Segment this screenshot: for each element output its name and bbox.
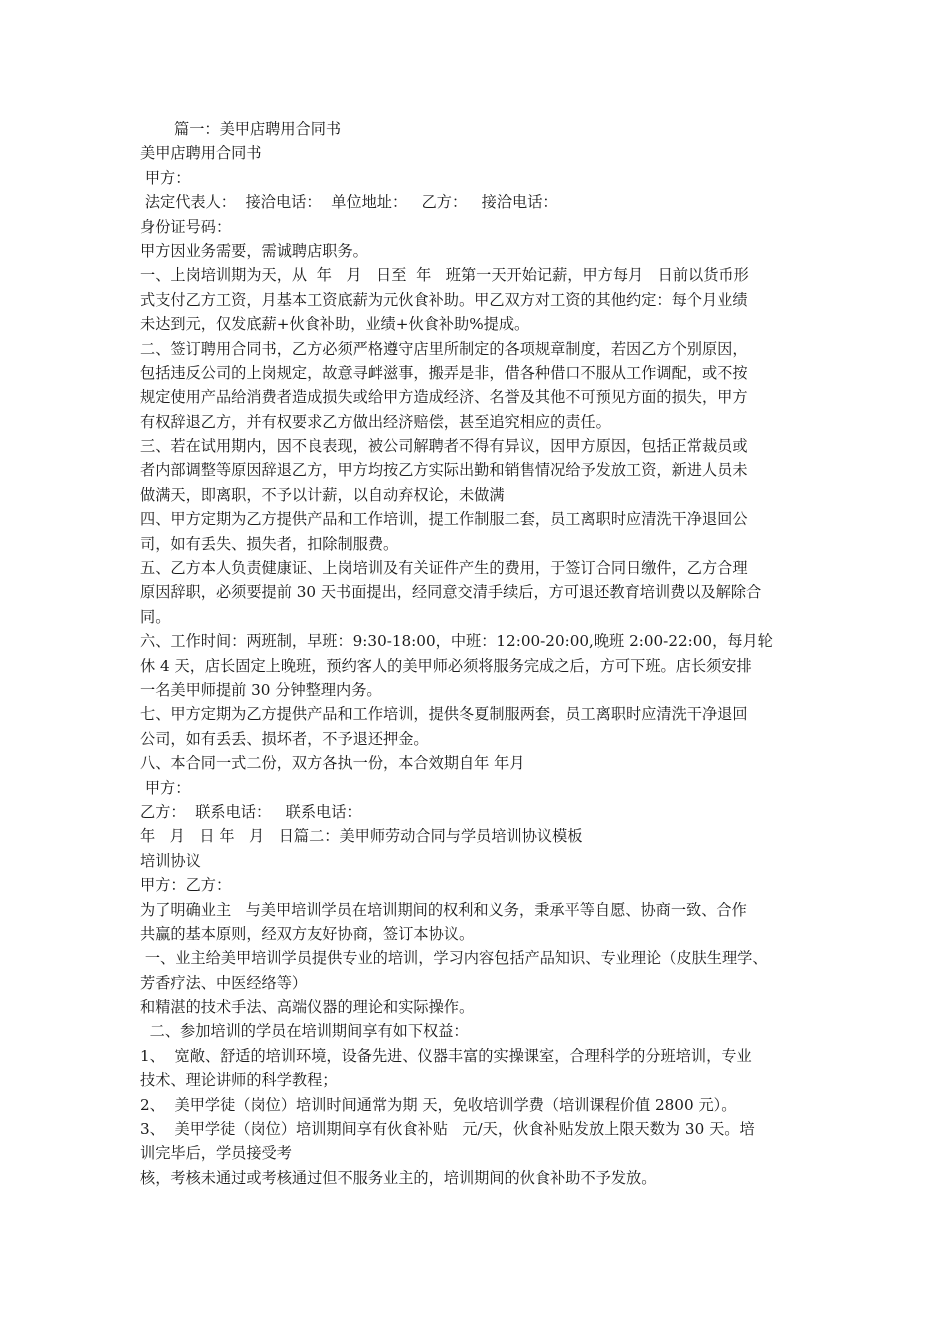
text-line: 有权辞退乙方，并有权要求乙方做出经济赔偿，甚至追究相应的责任。 [140, 412, 611, 431]
text-line: 四、甲方定期为乙方提供产品和工作培训，提工作制服二套，员工离职时应清洗干净退回公 [140, 510, 748, 529]
text-line: 二、参加培训的学员在培训期间享有如下权益： [140, 1022, 469, 1041]
text-line: 3、 美甲学徒（岗位）培训期间享有伙食补贴 元/天，伙食补贴发放上限天数为 30 天。培 [140, 1120, 755, 1139]
document-body [140, 117, 812, 1190]
text-line: 包括违反公司的上岗规定，故意寻衅滋事，搬弄是非，借各种借口不服从工作调配，或不按 [140, 363, 748, 382]
text-line: 原因辞职，必须要提前 30 天书面提出，经同意交清手续后，方可退还教育培训费以及解除合 [140, 583, 762, 602]
text-line: 一、上岗培训期为天，从 年 月 日至 年 班第一天开始记薪，甲方每月 日前以货币形 [140, 266, 749, 285]
text-line: 共赢的基本原则，经双方友好协商，签订本协议。 [140, 924, 475, 943]
text-line: 式支付乙方工资，月基本工资底薪为元伙食补助。甲乙双方对工资的其他约定：每个月业绩 [140, 290, 748, 309]
text-line: 一、业主给美甲培训学员提供专业的培训，学习内容包括产品知识、专业理论（皮肤生理学、 [140, 949, 768, 968]
text-line: 休 4 天，店长固定上晚班，预约客人的美甲师必须将服务完成之后，方可下班。店长须安排 [140, 656, 752, 675]
text-line: 七、甲方定期为乙方提供产品和工作培训，提供冬夏制服两套，员工离职时应清洗干净退回 [140, 705, 748, 724]
text-line: 训完毕后，学员接受考 [140, 1144, 292, 1163]
text-line: 一名美甲师提前 30 分钟整理内务。 [140, 680, 382, 699]
text-line: 身份证号码： [140, 217, 232, 236]
agreement-title: 培训协议 [140, 851, 201, 870]
text-line: 芳香疗法、中医经络等） [140, 973, 308, 992]
text-line: 同。 [140, 607, 171, 626]
text-line: 甲方： [140, 168, 191, 187]
text-line: 八、本合同一式二份，双方各执一份，本合效期自年 年月 [140, 754, 525, 773]
text-line: 1、 宽敞、舒适的培训环境，设备先进、仪器丰富的实操课室，合理科学的分班培训，专业 [140, 1046, 752, 1065]
text-line: 2、 美甲学徒（岗位）培训时间通常为期 天，免收培训学费（培训课程价值 2800 元）。 [140, 1095, 737, 1114]
text-line: 未达到元，仅发底薪+伙食补助，业绩+伙食补助%提成。 [140, 315, 530, 334]
text-line: 核，考核未通过或考核通过但不服务业主的，培训期间的伙食补助不予发放。 [140, 1168, 657, 1187]
text-line: 五、乙方本人负责健康证、上岗培训及有关证件产生的费用，于签订合同日缴件，乙方合理 [140, 559, 748, 578]
text-line: 法定代表人： 接洽电话： 单位地址： 乙方： 接洽电话： [140, 193, 558, 212]
text-line: 三、若在试用期内，因不良表现，被公司解聘者不得有异议，因甲方原因，包括正常裁员或 [140, 437, 748, 456]
text-line: 司，如有丢失、损失者，扣除制服费。 [140, 534, 399, 553]
text-line: 技术、理论讲师的科学教程； [140, 1071, 338, 1090]
text-line: 年 月 日 年 月 日篇二：美甲师劳动合同与学员培训协议模板 [140, 827, 583, 846]
contract-title: 美甲店聘用合同书 [140, 144, 262, 163]
text-line: 二、签订聘用合同书，乙方必须严格遵守店里所制定的各项规章制度，若因乙方个别原因， [140, 339, 748, 358]
text-line: 规定使用产品给消费者造成损失或给甲方造成经济、名誉及其他不可预见方面的损失，甲方 [140, 388, 748, 407]
text-line: 者内部调整等原因辞退乙方，甲方均按乙方实际出勤和销售情况给予发放工资，新进人员未 [140, 461, 748, 480]
text-line: 公司，如有丢丢、损坏者，不予退还押金。 [140, 729, 429, 748]
section-title: 篇一：美甲店聘用合同书 [174, 120, 342, 138]
text-line: 甲方因业务需要，需诚聘店职务。 [140, 241, 368, 260]
text-line: 做满天，即离职，不予以计薪，以自动弃权论，未做满 [140, 485, 505, 504]
text-line: 为了明确业主 与美甲培训学员在培训期间的权利和义务，秉承平等自愿、协商一致、合作 [140, 900, 747, 919]
text-line: 六、工作时间：两班制，早班：9:30-18:00，中班：12:00-20:00,晚班 2:00-22:00，每月轮 [140, 632, 773, 651]
text-line: 和精湛的技术手法、高端仪器的理论和实际操作。 [140, 998, 475, 1017]
text-line: 乙方： 联系电话： 联系电话： [140, 802, 362, 821]
text-line: 甲方： [140, 778, 191, 797]
text-line: 甲方：乙方： [140, 876, 232, 895]
